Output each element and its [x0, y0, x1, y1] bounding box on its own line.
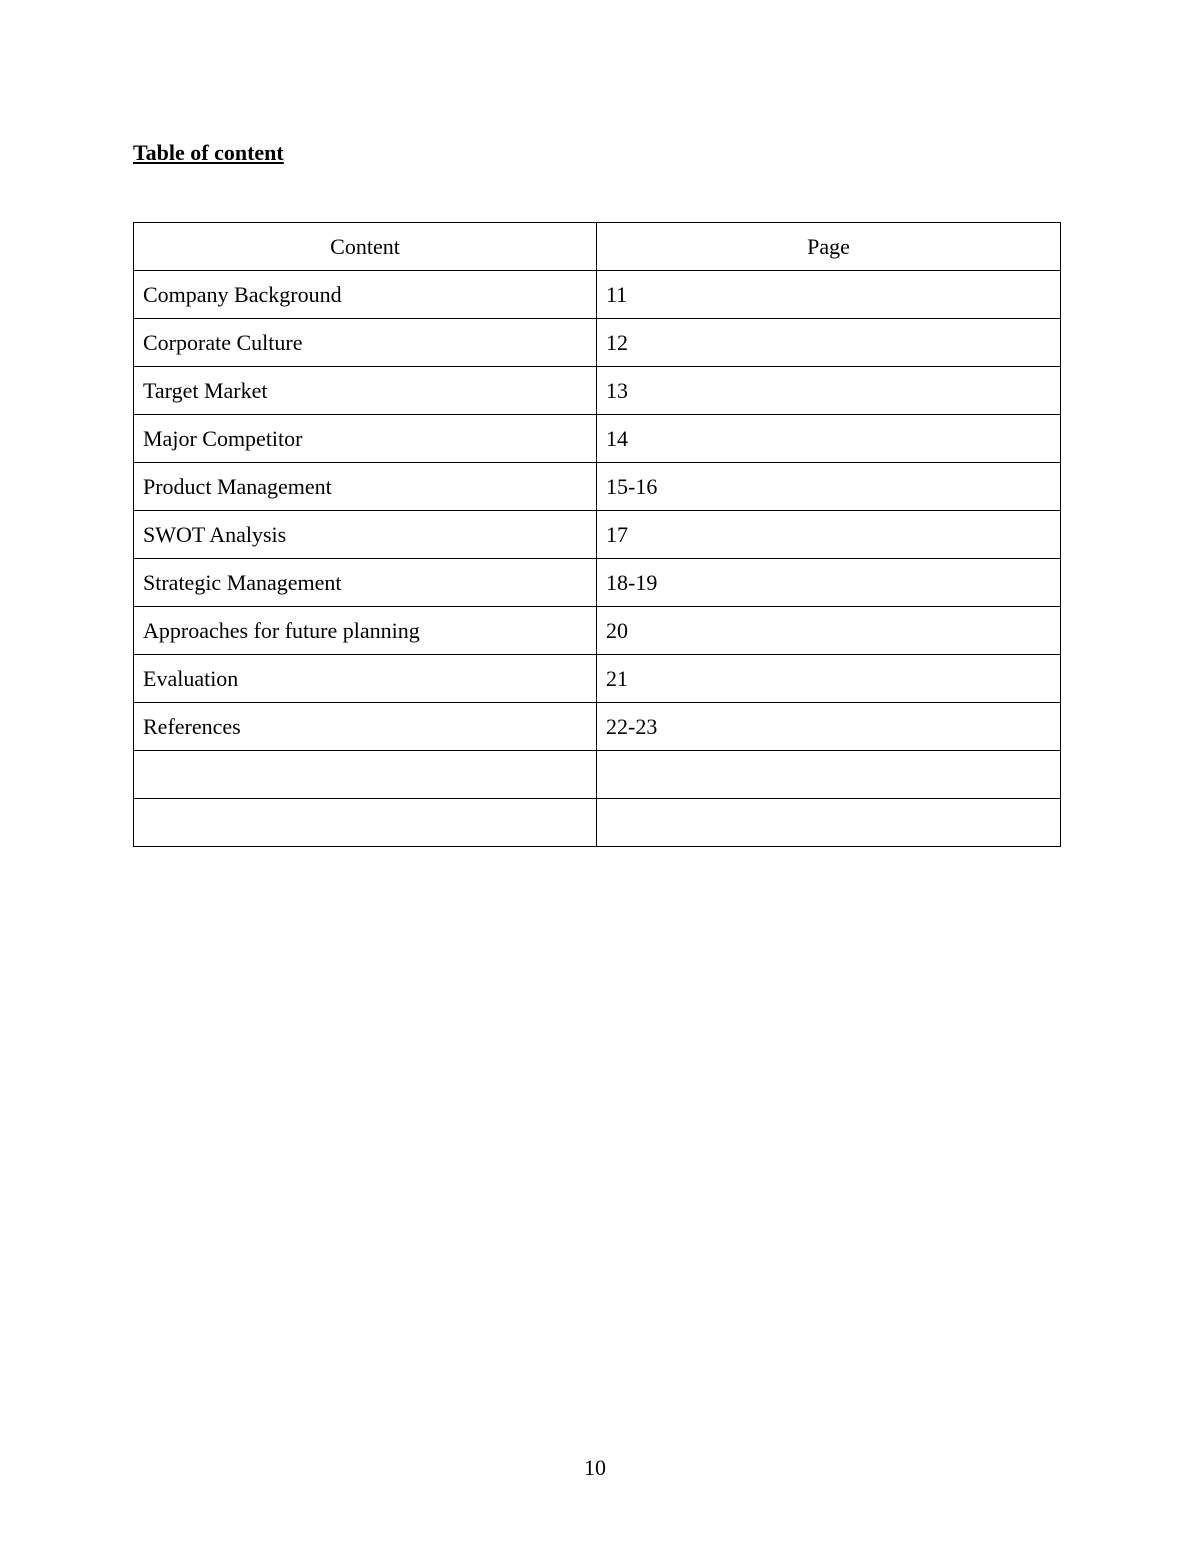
toc-entry-title	[134, 799, 597, 847]
page-title: Table of content	[133, 140, 284, 165]
toc-entry-title: References	[134, 703, 597, 751]
table-row	[134, 271, 1061, 319]
table-row	[134, 463, 1061, 511]
toc-entry-page: 11	[597, 271, 1061, 319]
toc-entry-page: 21	[597, 655, 1061, 703]
table-row	[134, 367, 1061, 415]
toc-entry-page: 22-23	[597, 703, 1061, 751]
table-row-empty	[134, 751, 1061, 799]
toc-entry-title: Approaches for future planning	[134, 607, 597, 655]
page-number: 10	[584, 1455, 606, 1480]
toc-entry-title: Strategic Management	[134, 559, 597, 607]
toc-entry-page: 12	[597, 319, 1061, 367]
toc-entry-page	[597, 799, 1061, 847]
table-row	[134, 415, 1061, 463]
table-row-empty	[134, 799, 1061, 847]
table-row	[134, 319, 1061, 367]
toc-entry-page: 17	[597, 511, 1061, 559]
toc-entry-title: Company Background	[134, 271, 597, 319]
toc-entry-page: 20	[597, 607, 1061, 655]
toc-entry-page: 15-16	[597, 463, 1061, 511]
toc-entry-title: Evaluation	[134, 655, 597, 703]
toc-entry-page	[597, 751, 1061, 799]
table-row	[134, 607, 1061, 655]
table-row	[134, 703, 1061, 751]
toc-table	[133, 222, 1061, 847]
table-row	[134, 559, 1061, 607]
table-row	[134, 511, 1061, 559]
toc-entry-title: Major Competitor	[134, 415, 597, 463]
toc-entry-title	[134, 751, 597, 799]
toc-header-row	[134, 223, 1061, 271]
toc-entry-title: Product Management	[134, 463, 597, 511]
header-page: Page	[597, 223, 1061, 271]
toc-entry-page: 18-19	[597, 559, 1061, 607]
toc-entry-page: 14	[597, 415, 1061, 463]
header-content: Content	[134, 223, 597, 271]
toc-entry-title: SWOT Analysis	[134, 511, 597, 559]
toc-entry-title: Target Market	[134, 367, 597, 415]
table-row	[134, 655, 1061, 703]
toc-entry-title: Corporate Culture	[134, 319, 597, 367]
toc-entry-page: 13	[597, 367, 1061, 415]
